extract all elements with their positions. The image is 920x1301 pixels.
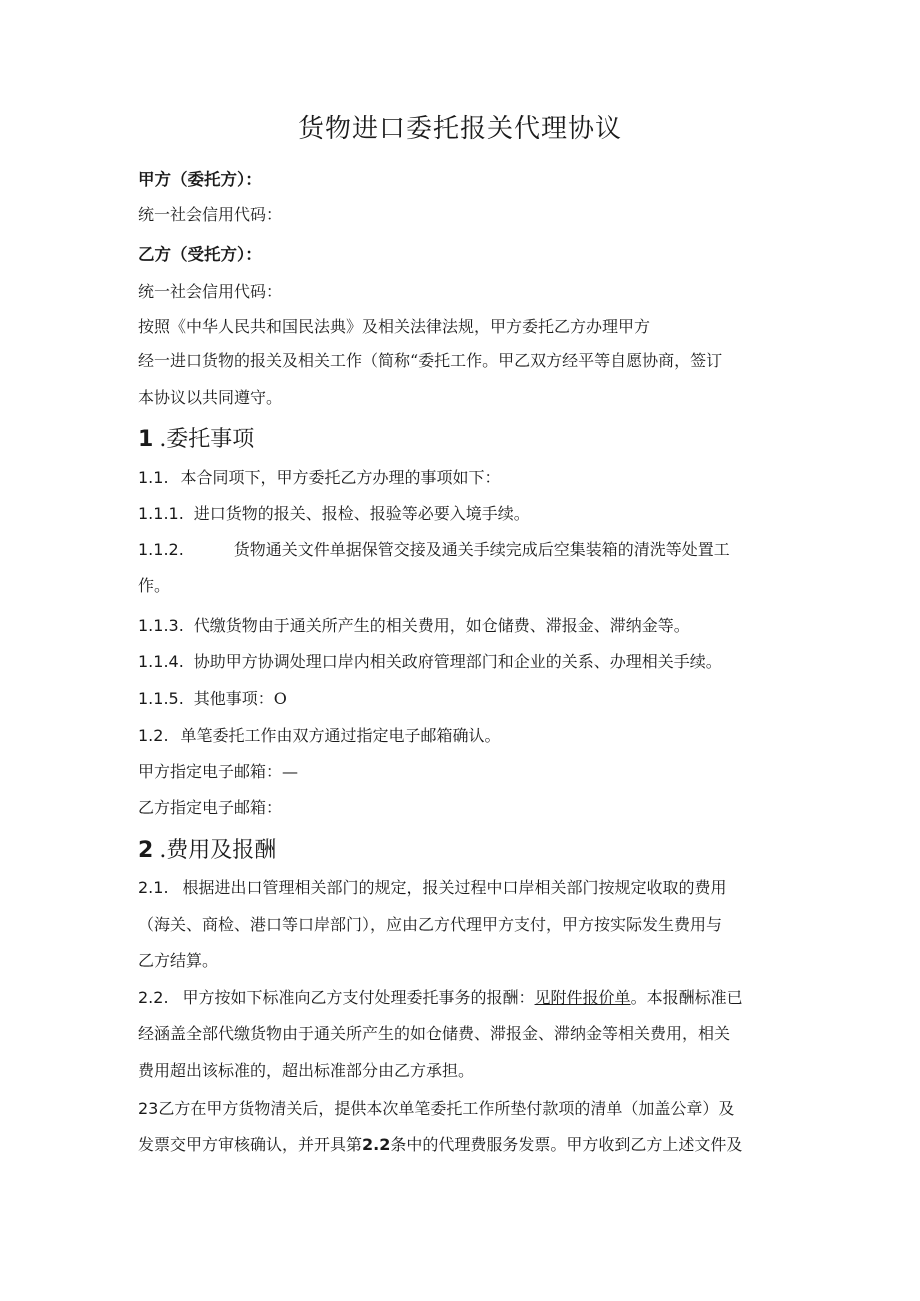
section-1-heading [138,425,254,455]
clause-number: 2.1. [138,878,169,897]
clause-2-3-line [138,1133,742,1157]
party-a-credit-code: 统一社会信用代码： [138,205,283,224]
party-b-credit-code: 统一社会信用代码： [138,282,283,301]
clause-2-2 [138,986,743,1010]
clause-2-1-line: （海关、商检、港口等口岸部门），应由乙方代理甲方支付，甲方按实际发生费用与 [138,915,723,934]
clause-text: 进口货物的报关、报检、报验等必要入境手续。 [193,504,530,523]
clause-text: 发票交甲方审核确认，并开具第 [138,1135,363,1154]
section-number: 1 [138,427,154,452]
clause-1-2 [138,724,501,748]
clause-number: 1.1. [138,468,169,487]
clause-text: 乙方在甲方货物清关后，提供本次单笔委托工作所垫付款项的清单（加盖公章）及 [158,1099,735,1118]
party-b-email: 乙方指定电子邮箱： [138,798,283,817]
document-title: 货物进口委托报关代理协议 [297,114,622,144]
party-a-email: 甲方指定电子邮箱：— [138,762,299,781]
clause-1-1-2-continued: 作。 [138,576,171,595]
clause-number: 1.1.2. [138,540,184,559]
section-title: .费用及报酬 [159,838,277,863]
preamble-line: 本协议以共同遵守。 [138,388,283,407]
clause-text: 代缴货物由于通关所产生的相关费用，如仓储费、滞报金、滞纳金等。 [193,616,690,635]
attachment-quote-link: 见附件报价单 [534,988,631,1007]
clause-number: 2.2. [138,988,169,1007]
clause-1-1-2 [138,538,730,562]
clause-text: 货物通关文件单据保管交接及通关手续完成后空集装箱的清洗等处置工 [233,540,730,559]
clause-text-tail: 。本报酬标准已 [630,988,743,1007]
clause-text-tail: 条中的代理费服务发票。甲方收到乙方上述文件及 [390,1135,743,1154]
clause-2-3 [138,1097,734,1121]
clause-number: 23 [138,1099,159,1118]
clause-1-1-4 [138,650,722,674]
clause-text: 协助甲方协调处理口岸内相关政府管理部门和企业的关系、办理相关手续。 [193,652,722,671]
clause-number: 1.1.1. [138,504,184,523]
clause-text: 根据进出口管理相关部门的规定，报关过程中口岸相关部门按规定收取的费用 [182,878,727,897]
clause-1-1-1 [138,502,530,526]
clause-2-2-line: 费用超出该标准的，超出标准部分由乙方承担。 [138,1061,475,1080]
clause-2-1-line: 乙方结算。 [138,951,219,970]
section-number: 2 [138,838,154,863]
clause-number: 1.1.4. [138,652,184,671]
clause-1-1-3 [138,614,690,638]
preamble-line: 经一进口货物的报关及相关工作（简称“委托工作。甲乙双方经平等自愿协商，签订 [138,351,723,370]
clause-number: 1.1.3. [138,616,184,635]
clause-number: 1.1.5. [138,689,184,708]
clause-text: 其他事项：O [193,689,287,708]
clause-2-1 [138,876,727,900]
clause-1-1-5 [138,687,287,711]
clause-number: 1.2. [138,726,169,745]
clause-text: 甲方按如下标准向乙方支付处理委托事务的报酬： [182,988,535,1007]
clause-1-1 [138,466,501,490]
preamble-line: 按照《中华人民共和国民法典》及相关法律法规，甲方委托乙方办理甲方 [138,317,651,336]
clause-2-2-line: 经涵盖全部代缴货物由于通关所产生的如仓储费、滞报金、滞纳金等相关费用，相关 [138,1024,731,1043]
party-b-label: 乙方（受托方）： [138,245,262,264]
section-2-heading [138,836,276,866]
clause-text: 本合同项下，甲方委托乙方办理的事项如下： [180,468,501,487]
clause-reference: 2.2 [362,1135,391,1154]
section-title: .委托事项 [159,427,255,452]
party-a-label: 甲方（委托方）： [138,170,262,189]
clause-text: 单笔委托工作由双方通过指定电子邮箱确认。 [180,726,501,745]
